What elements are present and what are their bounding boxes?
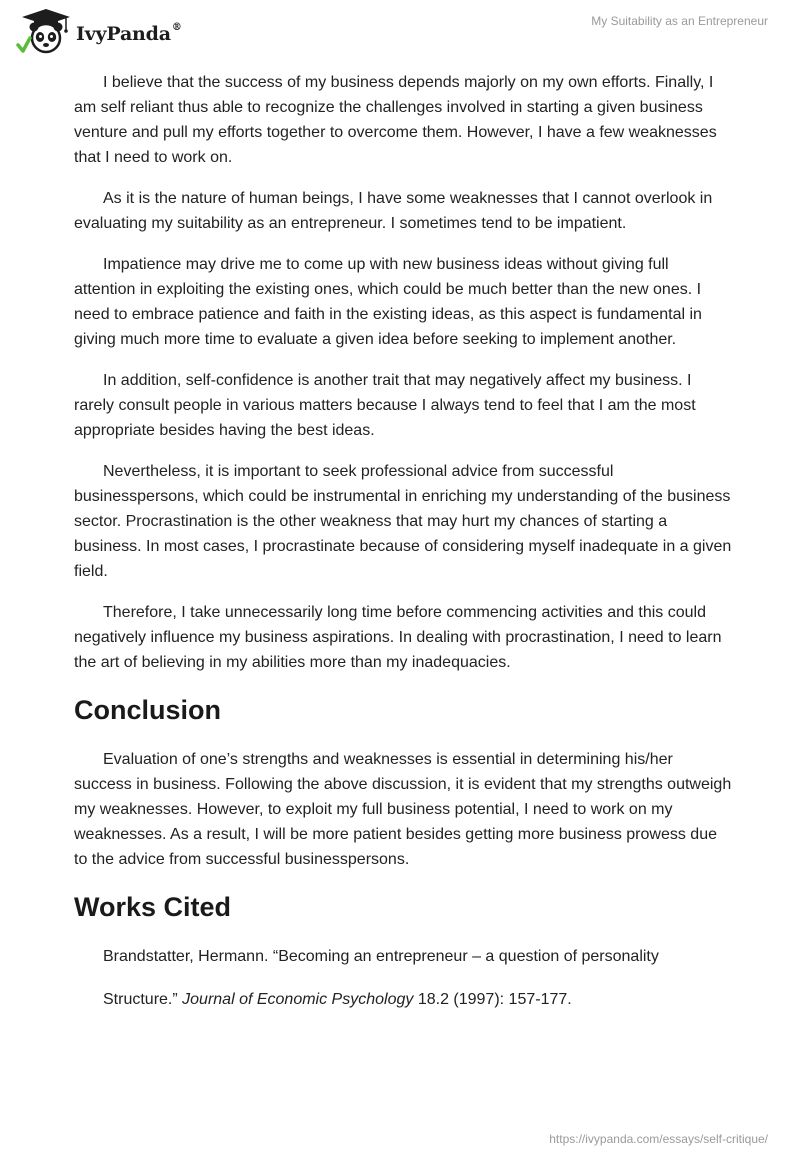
conclusion-heading: Conclusion (74, 695, 221, 725)
citation-journal: Journal of Economic Psychology (182, 991, 414, 1008)
source-url-link[interactable]: https://ivypanda.com/essays/self-critique/ (549, 1132, 768, 1146)
body-paragraph: I believe that the success of my business depends majorly on my own efforts. Finally, I am self reliant thus able to recognize the challenges involved in starting a given business venture and pull my efforts together to overcome them. However, I have a few weaknesses that I need to work on. (74, 74, 717, 166)
body-paragraph: In addition, self-confidence is another trait that may negatively affect my business. I rarely consult people in various matters because I always tend to feel that I am the most appropriate besides having the best ideas. (74, 372, 696, 439)
brand-name: IvyPanda® (76, 21, 182, 45)
citation-line-2 (74, 987, 734, 1012)
body-paragraph: As it is the nature of human beings, I have some weaknesses that I cannot overlook in evaluating my suitability as an entrepreneur. I sometimes tend to be impatient. (74, 190, 713, 232)
ivypanda-logo[interactable] (14, 8, 182, 56)
body-paragraph: Nevertheless, it is important to seek professional advice from successful businesspersons, which could be instrumental in enriching my understanding of the business sector. Procrastination is the other weakness that may hurt my chances of starting a business. In most cases, I procrastinate because of considering myself inadequate in a given field. (74, 463, 732, 580)
conclusion-paragraph: Evaluation of one’s strengths and weaknesses is essential in determining his/her success in business. Following the above discussion, it is evident that my strengths outweigh my weaknesses. However, to exploit my full business potential, I need to work on my weaknesses. As a result, I will be more patient besides getting more business prowess due to the advice from successful businesspersons. (74, 751, 732, 868)
panda-graduate-icon (14, 8, 74, 56)
body-paragraph: Therefore, I take unnecessarily long time before commencing activities and this could negatively influence my business aspirations. In dealing with procrastination, I need to learn the art of believing in my abilities more than my inadequacies. (74, 604, 722, 671)
citation-volume: 18.2 (1997): 157-177. (413, 991, 572, 1008)
body-paragraph: Impatience may drive me to come up with new business ideas without giving full attention in exploiting the existing ones, which could be much better than the new ones. I need to embrace patience and faith in the existing ideas, as this aspect is fundamental in giving much more time to evaluate a given idea before seeking to implement another. (74, 256, 702, 348)
essay-content (74, 70, 734, 1030)
page-header (0, 0, 800, 60)
registered-mark: ® (171, 21, 182, 33)
works-cited-heading: Works Cited (74, 892, 232, 922)
document-title: My Suitability as an Entrepreneur (591, 14, 768, 28)
citation-line-1: Brandstatter, Hermann. “Becoming an entrepreneur – a question of personality (103, 948, 659, 965)
citation-structure: Structure.” (103, 991, 183, 1008)
